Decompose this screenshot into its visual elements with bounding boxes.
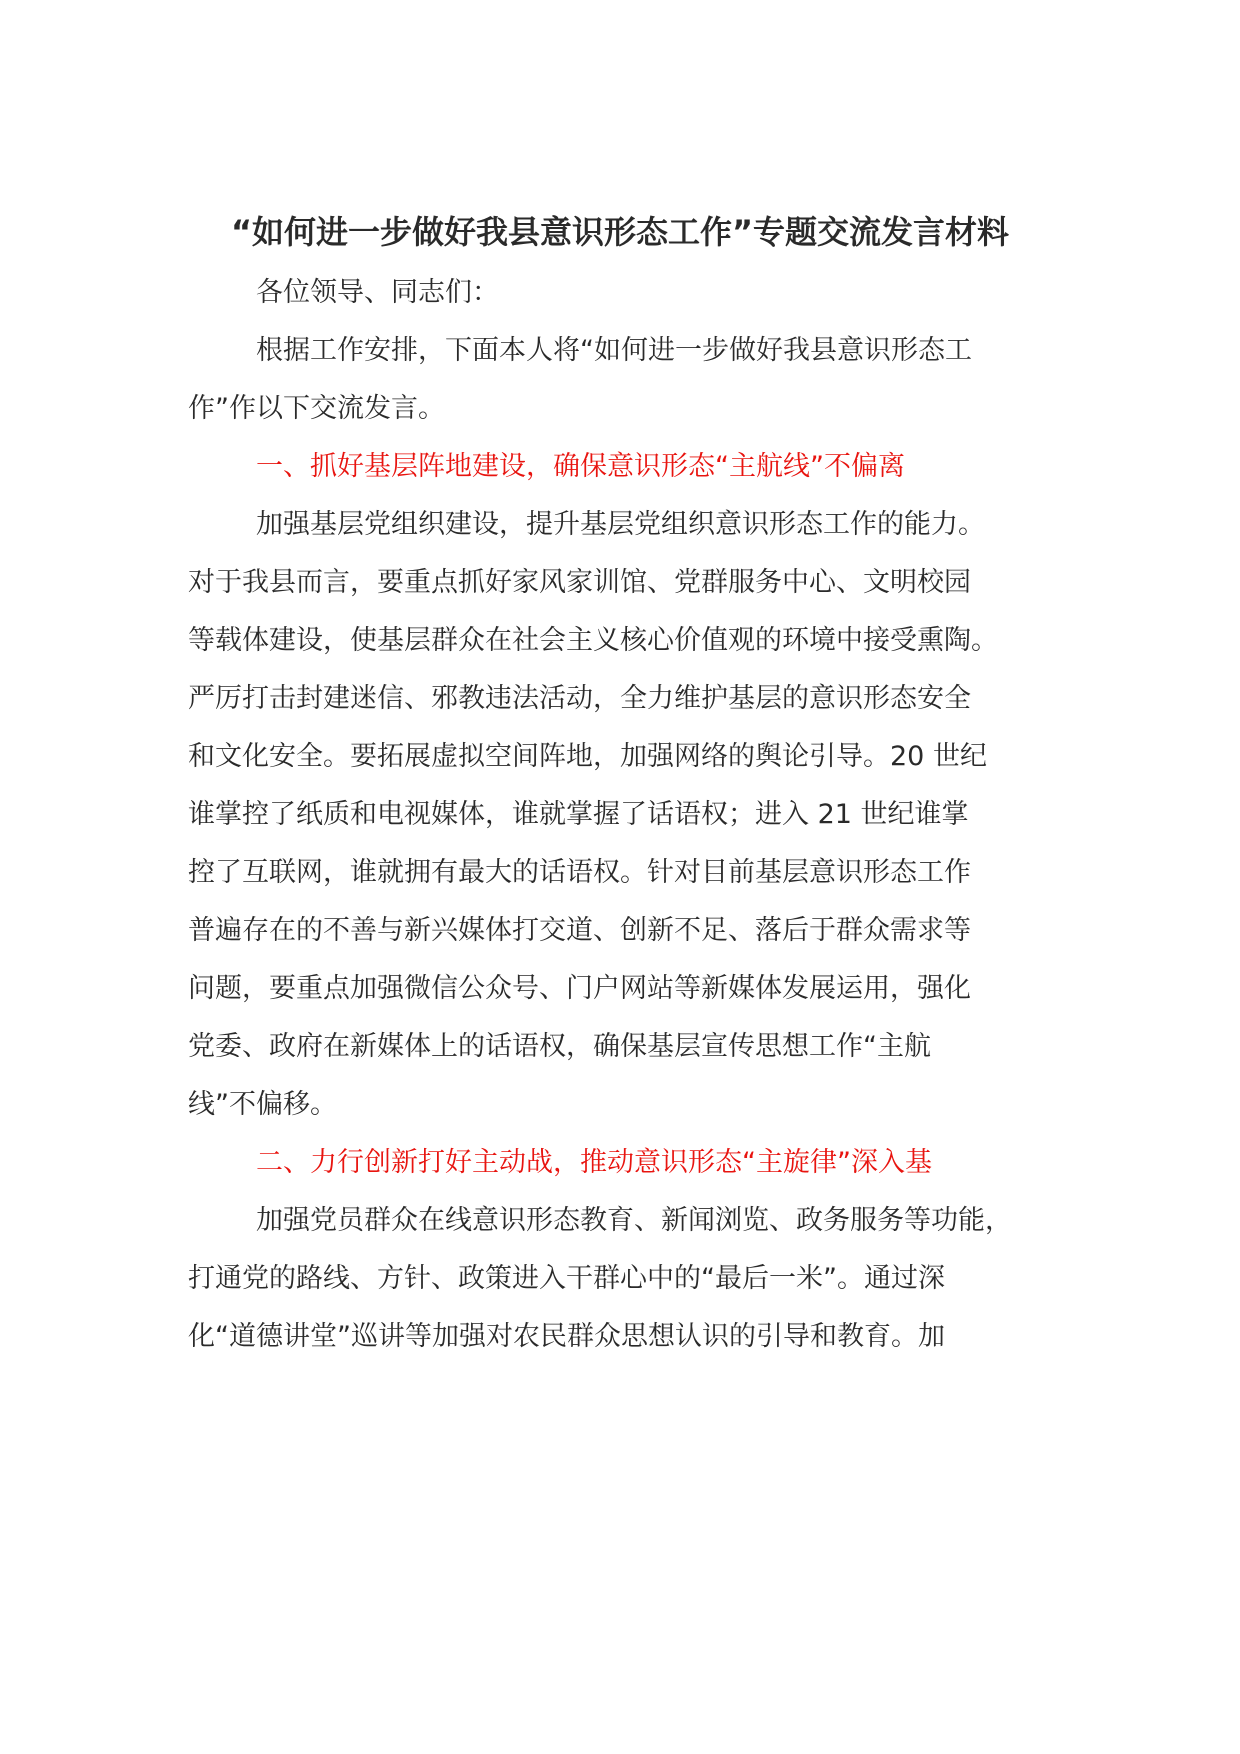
paragraph-line: 控了互联网，谁就拥有最大的话语权。针对目前基层意识形态工作 xyxy=(188,857,971,888)
intro-line: 根据工作安排，下面本人将“如何进一步做好我县意识形态工 xyxy=(256,335,972,366)
paragraph-line: 党委、政府在新媒体上的话语权，确保基层宣传思想工作“主航 xyxy=(188,1031,931,1062)
paragraph-line: 打通党的路线、方针、政策进入干群心中的“最后一米”。通过深 xyxy=(188,1263,945,1294)
paragraph-line: 对于我县而言，要重点抓好家风家训馆、党群服务中心、文明校园 xyxy=(188,567,971,598)
section-heading-2: 二、力行创新打好主动战，推动意识形态“主旋律”深入基 xyxy=(256,1147,932,1178)
intro-line: 作”作以下交流发言。 xyxy=(188,393,445,424)
paragraph-line: 线”不偏移。 xyxy=(188,1089,337,1120)
paragraph-line: 和文化安全。要拓展虚拟空间阵地，加强网络的舆论引导。20 世纪 xyxy=(188,741,987,772)
paragraph-line: 普遍存在的不善与新兴媒体打交道、创新不足、落后于群众需求等 xyxy=(188,915,971,946)
greeting: 各位领导、同志们： xyxy=(256,277,499,308)
paragraph-line: 加强党员群众在线意识形态教育、新闻浏览、政务服务等功能， xyxy=(256,1205,1012,1236)
document-title: “如何进一步做好我县意识形态工作”专题交流发言材料 xyxy=(230,213,1010,251)
paragraph-line: 问题，要重点加强微信公众号、门户网站等新媒体发展运用，强化 xyxy=(188,973,971,1004)
paragraph-line: 等载体建设，使基层群众在社会主义核心价值观的环境中接受熏陶。 xyxy=(188,625,998,656)
paragraph-line: 化“道德讲堂”巡讲等加强对农民群众思想认识的引导和教育。加 xyxy=(188,1321,945,1352)
paragraph-line: 严厉打击封建迷信、邪教违法活动，全力维护基层的意识形态安全 xyxy=(188,683,971,714)
paragraph-line: 谁掌控了纸质和电视媒体，谁就掌握了话语权；进入 21 世纪谁掌 xyxy=(188,799,969,830)
paragraph-line: 加强基层党组织建设，提升基层党组织意识形态工作的能力。 xyxy=(256,509,985,540)
section-heading-1: 一、抓好基层阵地建设，确保意识形态“主航线”不偏离 xyxy=(256,451,905,482)
